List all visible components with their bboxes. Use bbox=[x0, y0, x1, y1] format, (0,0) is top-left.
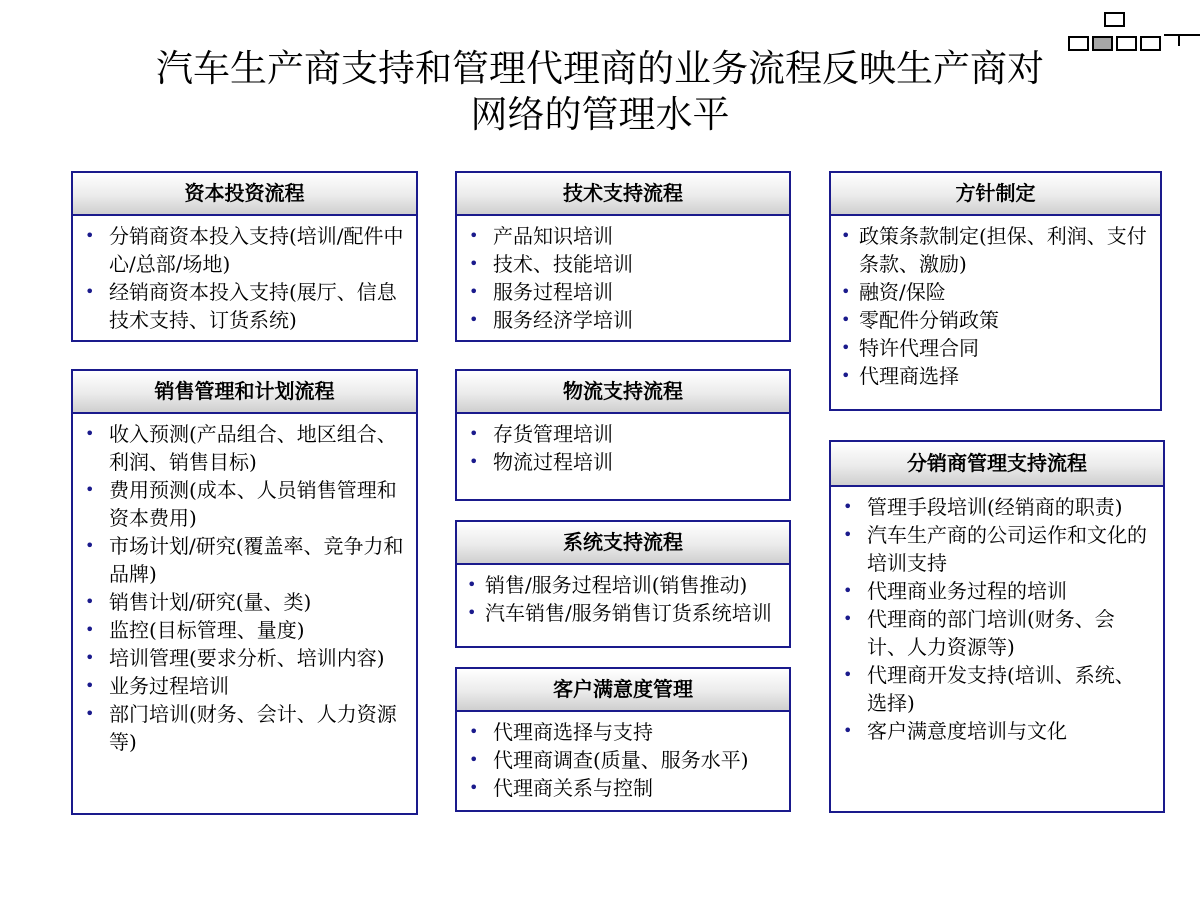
logistics-support-list bbox=[457, 414, 789, 476]
policy-box bbox=[829, 171, 1162, 411]
logo-square-1 bbox=[1068, 36, 1089, 51]
list-item: • 代理商开发支持(培训、系统、选择) bbox=[843, 663, 1135, 715]
bullet-icon: • bbox=[843, 497, 853, 516]
logo-square-4 bbox=[1140, 36, 1161, 51]
bullet-icon: • bbox=[469, 722, 479, 741]
logo-square-3 bbox=[1116, 36, 1137, 51]
policy-header: 方针制定 bbox=[831, 173, 1160, 216]
list-item: • 市场计划/研究(覆盖率、竞争力和品牌) bbox=[85, 534, 404, 586]
list-item: • 分销商资本投入支持(培训/配件中心/总部/场地) bbox=[85, 224, 404, 276]
policy-list bbox=[831, 216, 1160, 390]
bullet-icon: • bbox=[469, 254, 479, 273]
list-item: • 业务过程培训 bbox=[85, 674, 229, 698]
list-item: • 收入预测(产品组合、地区组合、利润、销售目标) bbox=[85, 422, 397, 474]
capital-investment-box bbox=[71, 171, 418, 342]
list-item: • 经销商资本投入支持(展厅、信息技术支持、订货系统) bbox=[85, 280, 397, 332]
page-title bbox=[80, 46, 1120, 138]
bullet-icon: • bbox=[85, 620, 95, 639]
distributor-management-header: 分销商管理支持流程 bbox=[831, 442, 1163, 487]
distributor-management-list bbox=[831, 487, 1163, 745]
system-support-list bbox=[457, 565, 789, 627]
list-item: • 零配件分销政策 bbox=[841, 308, 999, 332]
bullet-icon: • bbox=[85, 676, 95, 695]
bullet-icon: • bbox=[85, 226, 95, 245]
bullet-icon: • bbox=[85, 282, 95, 301]
list-item: • 特许代理合同 bbox=[841, 336, 979, 360]
logo-rule-tick bbox=[1178, 34, 1180, 46]
bullet-icon: • bbox=[85, 648, 95, 667]
list-item: • 客户满意度培训与文化 bbox=[843, 719, 1067, 743]
list-item: • 销售计划/研究(量、类) bbox=[85, 590, 312, 614]
list-item: • 服务经济学培训 bbox=[469, 308, 633, 332]
list-item: • 代理商选择 bbox=[841, 364, 959, 388]
list-item: • 部门培训(财务、会计、人力资源等) bbox=[85, 702, 397, 754]
list-item: • 政策条款制定(担保、利润、支付条款、激励) bbox=[841, 224, 1147, 276]
capital-investment-list bbox=[73, 216, 416, 334]
bullet-icon: • bbox=[469, 778, 479, 797]
bullet-icon: • bbox=[843, 665, 853, 684]
bullet-icon: • bbox=[843, 721, 853, 740]
tech-support-header: 技术支持流程 bbox=[457, 173, 789, 216]
bullet-icon: • bbox=[469, 452, 479, 471]
bullet-icon: • bbox=[85, 424, 95, 443]
list-item: • 费用预测(成本、人员销售管理和资本费用) bbox=[85, 478, 397, 530]
bullet-icon: • bbox=[85, 592, 95, 611]
bullet-icon: • bbox=[469, 282, 479, 301]
bullet-icon: • bbox=[85, 536, 95, 555]
page-title-line2: 网络的管理水平 bbox=[470, 93, 730, 136]
list-item: • 代理商调查(质量、服务水平) bbox=[469, 748, 749, 772]
bullet-icon: • bbox=[469, 424, 479, 443]
bullet-icon: • bbox=[85, 704, 95, 723]
list-item: • 融资/保险 bbox=[841, 280, 946, 304]
bullet-icon: • bbox=[467, 603, 477, 622]
bullet-icon: • bbox=[469, 310, 479, 329]
list-item: • 服务过程培训 bbox=[469, 280, 613, 304]
system-support-box bbox=[455, 520, 791, 648]
bullet-icon: • bbox=[85, 480, 95, 499]
sales-planning-list bbox=[73, 414, 416, 756]
customer-satisfaction-header: 客户满意度管理 bbox=[457, 669, 789, 712]
list-item: • 物流过程培训 bbox=[469, 450, 613, 474]
logo-square-top bbox=[1104, 12, 1125, 27]
distributor-management-box bbox=[829, 440, 1165, 813]
system-support-header: 系统支持流程 bbox=[457, 522, 789, 565]
list-item: • 存货管理培训 bbox=[469, 422, 613, 446]
tech-support-box bbox=[455, 171, 791, 342]
sales-planning-header: 销售管理和计划流程 bbox=[73, 371, 416, 414]
bullet-icon: • bbox=[841, 338, 851, 357]
list-item: • 代理商选择与支持 bbox=[469, 720, 653, 744]
bullet-icon: • bbox=[843, 525, 853, 544]
bullet-icon: • bbox=[843, 609, 853, 628]
tech-support-list bbox=[457, 216, 789, 334]
list-item: • 管理手段培训(经销商的职责) bbox=[843, 495, 1123, 519]
list-item: • 监控(目标管理、量度) bbox=[85, 618, 305, 642]
bullet-icon: • bbox=[841, 282, 851, 301]
page-title-line1: 汽车生产商支持和管理代理商的业务流程反映生产商对 bbox=[156, 47, 1044, 90]
logistics-support-header: 物流支持流程 bbox=[457, 371, 789, 414]
list-item: • 代理商的部门培训(财务、会计、人力资源等) bbox=[843, 607, 1115, 659]
list-item: • 产品知识培训 bbox=[469, 224, 613, 248]
list-item: • 培训管理(要求分析、培训内容) bbox=[85, 646, 385, 670]
logistics-support-box bbox=[455, 369, 791, 501]
bullet-icon: • bbox=[841, 310, 851, 329]
logo-rule bbox=[1164, 34, 1200, 36]
list-item: • 汽车生产商的公司运作和文化的培训支持 bbox=[843, 523, 1147, 575]
list-item: • 销售/服务过程培训(销售推动) bbox=[467, 573, 748, 597]
list-item: • 技术、技能培训 bbox=[469, 252, 633, 276]
list-item: • 代理商业务过程的培训 bbox=[843, 579, 1067, 603]
bullet-icon: • bbox=[843, 581, 853, 600]
list-item: • 代理商关系与控制 bbox=[469, 776, 653, 800]
bullet-icon: • bbox=[841, 226, 851, 245]
customer-satisfaction-list bbox=[457, 712, 789, 802]
customer-satisfaction-box bbox=[455, 667, 791, 812]
list-item: • 汽车销售/服务销售订货系统培训 bbox=[467, 601, 772, 625]
capital-investment-header: 资本投资流程 bbox=[73, 173, 416, 216]
bullet-icon: • bbox=[841, 366, 851, 385]
sales-planning-box bbox=[71, 369, 418, 815]
bullet-icon: • bbox=[467, 575, 477, 594]
logo-square-2 bbox=[1092, 36, 1113, 51]
logo bbox=[1066, 8, 1200, 52]
bullet-icon: • bbox=[469, 750, 479, 769]
bullet-icon: • bbox=[469, 226, 479, 245]
